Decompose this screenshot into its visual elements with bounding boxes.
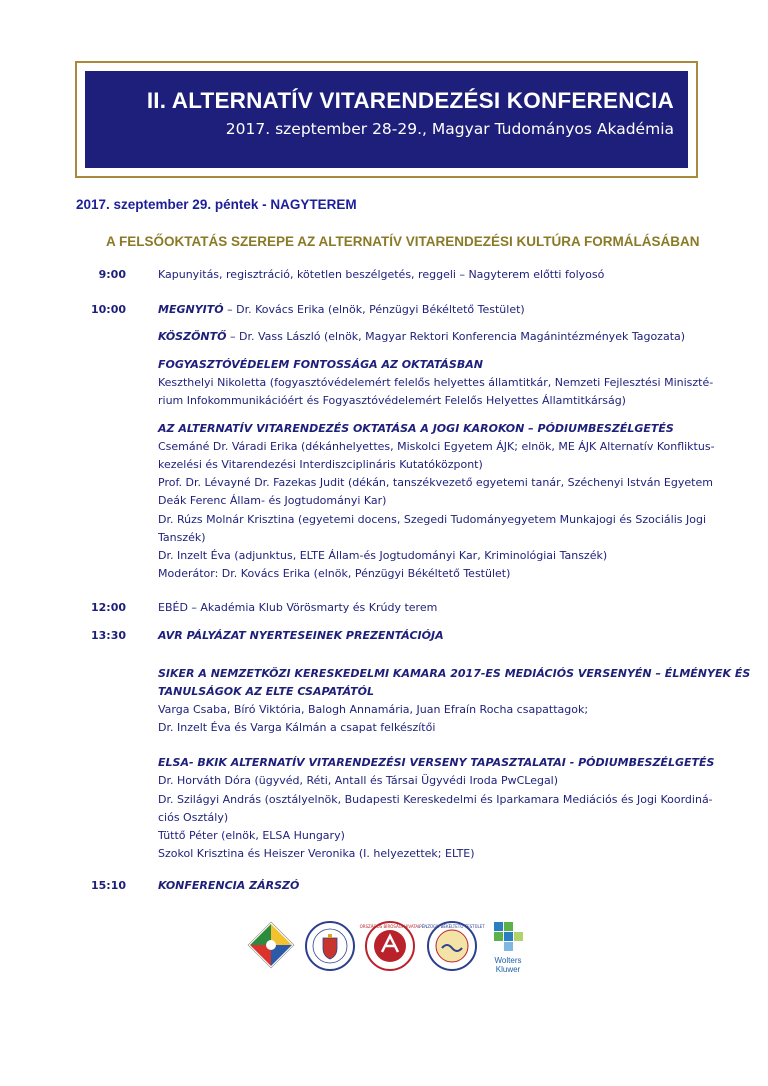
session-label: KÖSZÖNTŐ bbox=[158, 330, 227, 343]
schedule-item bbox=[158, 330, 685, 343]
obh-seal-text: ORSZÁGOS BÍRÓSÁGI HIVATAL bbox=[359, 924, 421, 929]
session-heading: SIKER A NEMZETKÖZI KERESKEDELMI KAMARA 2017-ES MEDIÁCIÓS VERSENYÉN – ÉLMÉNYEK ÉS bbox=[158, 667, 751, 680]
pbt-seal-text: PÉNZÜGYI BÉKÉLTETŐ TESTÜLET bbox=[419, 924, 485, 929]
time-slot: 12:00 bbox=[90, 601, 126, 614]
speaker-line: Dr. Inzelt Éva és Varga Kálmán a csapat felkészítői bbox=[158, 721, 436, 734]
speaker-line: Keszthelyi Nikoletta (fogyasztóvédelemért felelős helyettes államtitkár, Nemzeti Fejlesztési Miniszté- bbox=[158, 376, 714, 389]
time-slot: 10:00 bbox=[90, 303, 126, 316]
conference-subtitle: 2017. szeptember 28-29., Magyar Tudományos Akadémia bbox=[225, 120, 674, 138]
time-slot: 15:10 bbox=[90, 879, 126, 892]
sponsor-logos bbox=[246, 920, 546, 980]
theme-heading: A FELSŐOKTATÁS SZEREPE AZ ALTERNATÍV VITARENDEZÉSI KULTÚRA FORMÁLÁSÁBAN bbox=[106, 234, 700, 249]
puzzle-logo-icon bbox=[246, 920, 296, 970]
session-heading: ELSA- BKIK ALTERNATÍV VITARENDEZÉSI VERSENY TAPASZTALATAI - PÓDIUMBESZÉLGETÉS bbox=[158, 756, 715, 769]
session-heading: AVR PÁLYÁZAT NYERTESEINEK PREZENTÁCIÓJA bbox=[158, 629, 444, 642]
speaker-line: Csemáné Dr. Váradi Erika (dékánhelyettes, Miskolci Egyetem ÁJK; elnök, ME ÁJK Alternatív Konfliktus- bbox=[158, 440, 715, 453]
speaker-line: Szokol Krisztina és Heiszer Veronika (I. helyezettek; ELTE) bbox=[158, 847, 475, 860]
schedule-item: Kapunyitás, regisztráció, kötetlen beszélgetés, reggeli – Nagyterem előtti folyosó bbox=[158, 268, 605, 281]
time-slot: 13:30 bbox=[90, 629, 126, 642]
speaker-line: Dr. Rúzs Molnár Krisztina (egyetemi docens, Szegedi Tudományegyetem Munkajogi és Szociális Jogi bbox=[158, 513, 707, 526]
session-text: – Dr. Kovács Erika (elnök, Pénzügyi Békéltető Testület) bbox=[223, 303, 525, 316]
speaker-line: Dr. Szilágyi András (osztályelnök, Budapesti Kereskedelmi és Iparkamara Mediációs és Jogi Koordiná- bbox=[158, 793, 713, 806]
header-banner bbox=[85, 71, 688, 168]
speaker-line: ciós Osztály) bbox=[158, 811, 229, 824]
speaker-line: Tanszék) bbox=[158, 531, 206, 544]
obh-seal-icon bbox=[359, 920, 421, 972]
speaker-line: Tüttő Péter (elnök, ELSA Hungary) bbox=[158, 829, 345, 842]
speaker-line: kezelési és Vitarendezési Interdiszciplináris Kutatóközpont) bbox=[158, 458, 483, 471]
speaker-line: Varga Csaba, Bíró Viktória, Balogh Annamária, Juan Efraín Rocha csapattagok; bbox=[158, 703, 589, 716]
speaker-line: Dr. Inzelt Éva (adjunktus, ELTE Állam-és Jogtudományi Kar, Kriminológiai Tanszék) bbox=[158, 549, 608, 562]
wk-name-2: Kluwer bbox=[495, 965, 521, 974]
wolters-kluwer-logo-icon bbox=[484, 920, 534, 980]
session-heading: FOGYASZTÓVÉDELEM FONTOSSÁGA AZ OKTATÁSBAN bbox=[158, 358, 483, 371]
speaker-line: Prof. Dr. Lévayné Dr. Fazekas Judit (dékán, tanszékvezető egyetemi tanár, Széchenyi István Egyetem bbox=[158, 476, 713, 489]
schedule-item bbox=[158, 303, 525, 316]
moderator-line: Moderátor: Dr. Kovács Erika (elnök, Pénzügyi Békéltető Testület) bbox=[158, 567, 511, 580]
session-heading: TANULSÁGOK AZ ELTE CSAPATÁTÓL bbox=[158, 685, 374, 698]
conference-title: II. ALTERNATÍV VITARENDEZÉSI KONFERENCIA bbox=[146, 88, 674, 113]
session-label: MEGNYITÓ bbox=[158, 303, 224, 316]
day-heading: 2017. szeptember 29. péntek - NAGYTEREM bbox=[76, 197, 357, 212]
time-slot: 9:00 bbox=[98, 268, 126, 281]
speaker-line: Dr. Horváth Dóra (ügyvéd, Réti, Antall és Társai Ügyvédi Iroda PwCLegal) bbox=[158, 774, 559, 787]
pbt-seal-icon bbox=[419, 920, 485, 972]
schedule-item: EBÉD – Akadémia Klub Vörösmarty és Krúdy terem bbox=[158, 601, 438, 614]
wk-name-1: Wolters bbox=[494, 956, 522, 965]
session-heading: KONFERENCIA ZÁRSZÓ bbox=[158, 879, 300, 892]
session-heading: AZ ALTERNATÍV VITARENDEZÉS OKTATÁSA A JOGI KAROKON – PÓDIUMBESZÉLGETÉS bbox=[158, 422, 674, 435]
header-banner-frame bbox=[75, 61, 698, 178]
session-text: – Dr. Vass László (elnök, Magyar Rektori Konferencia Magánintézmények Tagozata) bbox=[226, 330, 686, 343]
speaker-line: Deák Ferenc Állam- és Jogtudományi Kar) bbox=[158, 494, 387, 507]
speaker-line: rium Infokommunikációért és Fogyasztóvédelemért Felelős Helyettes Államtitkárság) bbox=[158, 394, 626, 407]
university-seal-icon bbox=[304, 920, 356, 972]
